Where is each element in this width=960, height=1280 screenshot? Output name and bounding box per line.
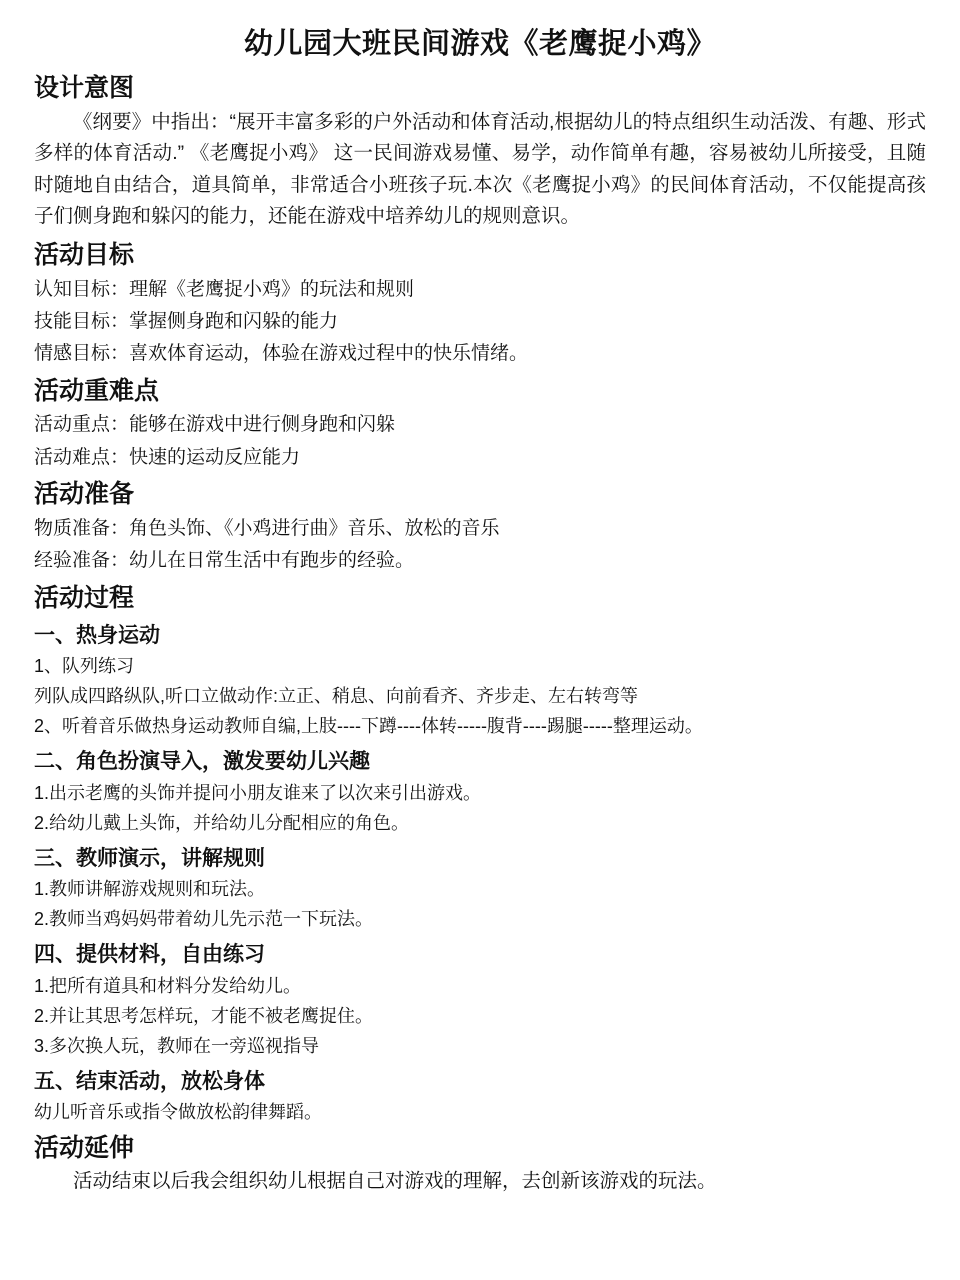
step-line: 3.多次换人玩，教师在一旁巡视指导 — [34, 1035, 320, 1056]
section-heading-activity-goals: 活动目标 — [34, 241, 135, 270]
step-line: 1.教师讲解游戏规则和玩法。 — [34, 879, 266, 900]
step-title-warmup: 一、热身运动 — [34, 624, 160, 648]
section-activity-process — [34, 582, 926, 1126]
step-line: 列队成四路纵队,听口立做动作:立正、稍息、向前看齐、齐步走、左右转弯等 — [34, 686, 638, 707]
step-title-materials: 四、提供材料，自由练习 — [34, 943, 265, 967]
section-heading-preparation: 活动准备 — [34, 480, 135, 509]
goal-line: 认知目标：理解《老鹰捉小鸡》的玩法和规则 — [34, 278, 415, 300]
section-activity-goals — [34, 239, 926, 369]
section-paragraph-extension: 活动结束以后我会组织幼儿根据自己对游戏的理解，去创新该游戏的玩法。 — [73, 1170, 717, 1193]
step-line: 1.把所有道具和材料分发给幼儿。 — [34, 975, 302, 996]
section-heading-design-intent: 设计意图 — [34, 74, 135, 103]
section-preparation — [34, 478, 926, 575]
preparation-line: 物质准备：角色头饰、《小鸡进行曲》音乐、放松的音乐 — [34, 517, 500, 539]
section-paragraph-design-intent: 《纲要》中指出：“展开丰富多彩的户外活动和体育活动,根据幼儿的特点组织生动活泼、有趣、形式多样的体育活动.” 《老鹰捉小鸡》 这一民间游戏易懂、易学，动作简单有趣，容易被幼儿所接受，且随时随地自由结合，道具简单，非常适合小班孩子玩.本次《老鹰捉小鸡》的民间体育活动，不仅能提高孩子们侧身跑和躲闪的能力，还能在游戏中培养幼儿的规则意识。 — [34, 110, 926, 228]
step-title-roleplay: 二、角色扮演导入，激发要幼儿兴趣 — [34, 750, 370, 774]
step-title-closing: 五、结束活动，放松身体 — [34, 1069, 265, 1093]
step-line: 1.出示老鹰的头饰并提问小朋友谁来了以次来引出游戏。 — [34, 782, 482, 803]
preparation-line: 经验准备：幼儿在日常生活中有跑步的经验。 — [34, 550, 415, 572]
section-extension — [34, 1132, 926, 1198]
step-line: 2.并让其思考怎样玩，才能不被老鹰捉住。 — [34, 1005, 374, 1026]
key-point-line: 活动重点：能够在游戏中进行侧身跑和闪躲 — [34, 414, 396, 436]
step-line: 1、队列练习 — [34, 656, 135, 677]
step-line: 幼儿听音乐或指令做放松韵律舞蹈。 — [34, 1101, 322, 1122]
step-title-demonstration: 三、教师演示，讲解规则 — [34, 846, 265, 870]
step-line: 2、听着音乐做热身运动教师自编,上肢----下蹲----体转-----腹背----踢腿-----整理运动。 — [34, 716, 703, 737]
section-heading-key-difficulties: 活动重难点 — [34, 376, 160, 405]
goal-line: 情感目标：喜欢体育运动，体验在游戏过程中的快乐情绪。 — [34, 343, 529, 365]
section-heading-extension: 活动延伸 — [34, 1133, 135, 1162]
key-point-line: 活动难点：快速的运动反应能力 — [34, 446, 301, 468]
section-design-intent — [34, 72, 926, 233]
goal-line: 技能目标：掌握侧身跑和闪躲的能力 — [34, 311, 339, 332]
section-key-difficulties — [34, 375, 926, 472]
section-heading-activity-process: 活动过程 — [34, 583, 135, 612]
page-title: 幼儿园大班民间游戏《老鹰捉小鸡》 — [243, 28, 716, 60]
step-line: 2.给幼儿戴上头饰，并给幼儿分配相应的角色。 — [34, 812, 410, 833]
step-line: 2.教师当鸡妈妈带着幼儿先示范一下玩法。 — [34, 909, 374, 930]
